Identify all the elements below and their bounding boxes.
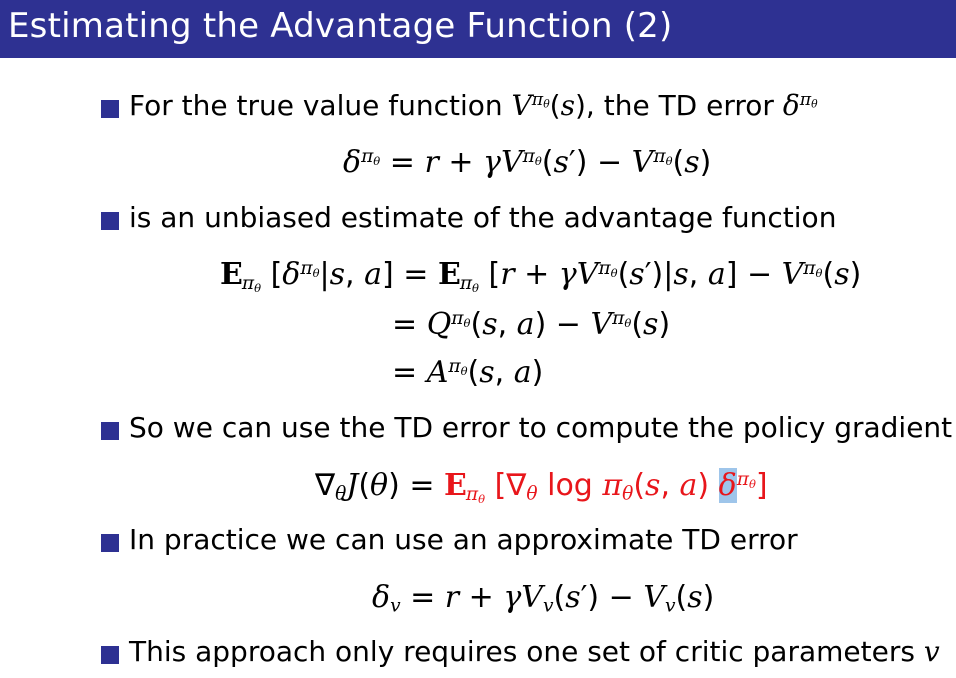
expectation-line: $E_{\pi_\theta}$ [$\delta^{\pi_\theta}|s$, $a] = E_{\pi_\theta}$ [$r + \gamma V^{\pi_\theta}(s')|s$, $a] - V^{\pi_\theta}(s)$ bbox=[220, 257, 862, 295]
approx-td-error-equation: $\delta_v = r + \gamma V_v(s') - V_v(s)$ bbox=[372, 580, 715, 617]
advantage-expectation-equations bbox=[220, 255, 910, 395]
bullet-square-icon bbox=[101, 646, 119, 664]
bullet-square-icon bbox=[101, 212, 119, 230]
bullet-text: is an unbiased estimate of the advantage function bbox=[129, 201, 837, 234]
advantage-line: = $A^{\pi_\theta}(s$, a) bbox=[392, 355, 544, 390]
bullet-square-icon bbox=[101, 100, 119, 118]
td-error-equation: $\delta^{\pi_\theta} = r + \gamma V^{\pi_\theta}(s') - V^{\pi_\theta}(s)$ bbox=[343, 145, 712, 180]
slide-title: Estimating the Advantage Function (2) bbox=[8, 6, 673, 46]
bullet-text: For the true value function $V^{\pi_\theta}(s)$, the TD error $\delta^{\pi_\theta}$ bbox=[129, 89, 818, 122]
bullet-text: This approach only requires one set of critic parameters v bbox=[129, 635, 940, 668]
bullet-approximate-td-error bbox=[101, 520, 871, 560]
bullet-true-value-function bbox=[101, 86, 871, 126]
bullet-square-icon bbox=[101, 422, 119, 440]
bullet-text: So we can use the TD error to compute the policy gradient bbox=[129, 411, 953, 444]
bullet-policy-gradient bbox=[101, 408, 953, 448]
policy-gradient-equation: $\nabla_\theta J(\theta) = E_{\pi_\theta}$ [$\nabla_\theta$ $\log \pi_\theta(s$, a) $\delta^{\pi_\theta}$] bbox=[315, 468, 768, 506]
bullet-critic-parameters bbox=[101, 632, 940, 672]
bullet-square-icon bbox=[101, 534, 119, 552]
bullet-text: In practice we can use an approximate TD error bbox=[129, 523, 798, 556]
bullet-unbiased-estimate bbox=[101, 198, 871, 238]
q-minus-v-line: = $Q^{\pi_\theta}(s$, $a) - V^{\pi_\theta}(s)$ bbox=[392, 307, 671, 342]
slide-title-bar bbox=[0, 0, 956, 58]
